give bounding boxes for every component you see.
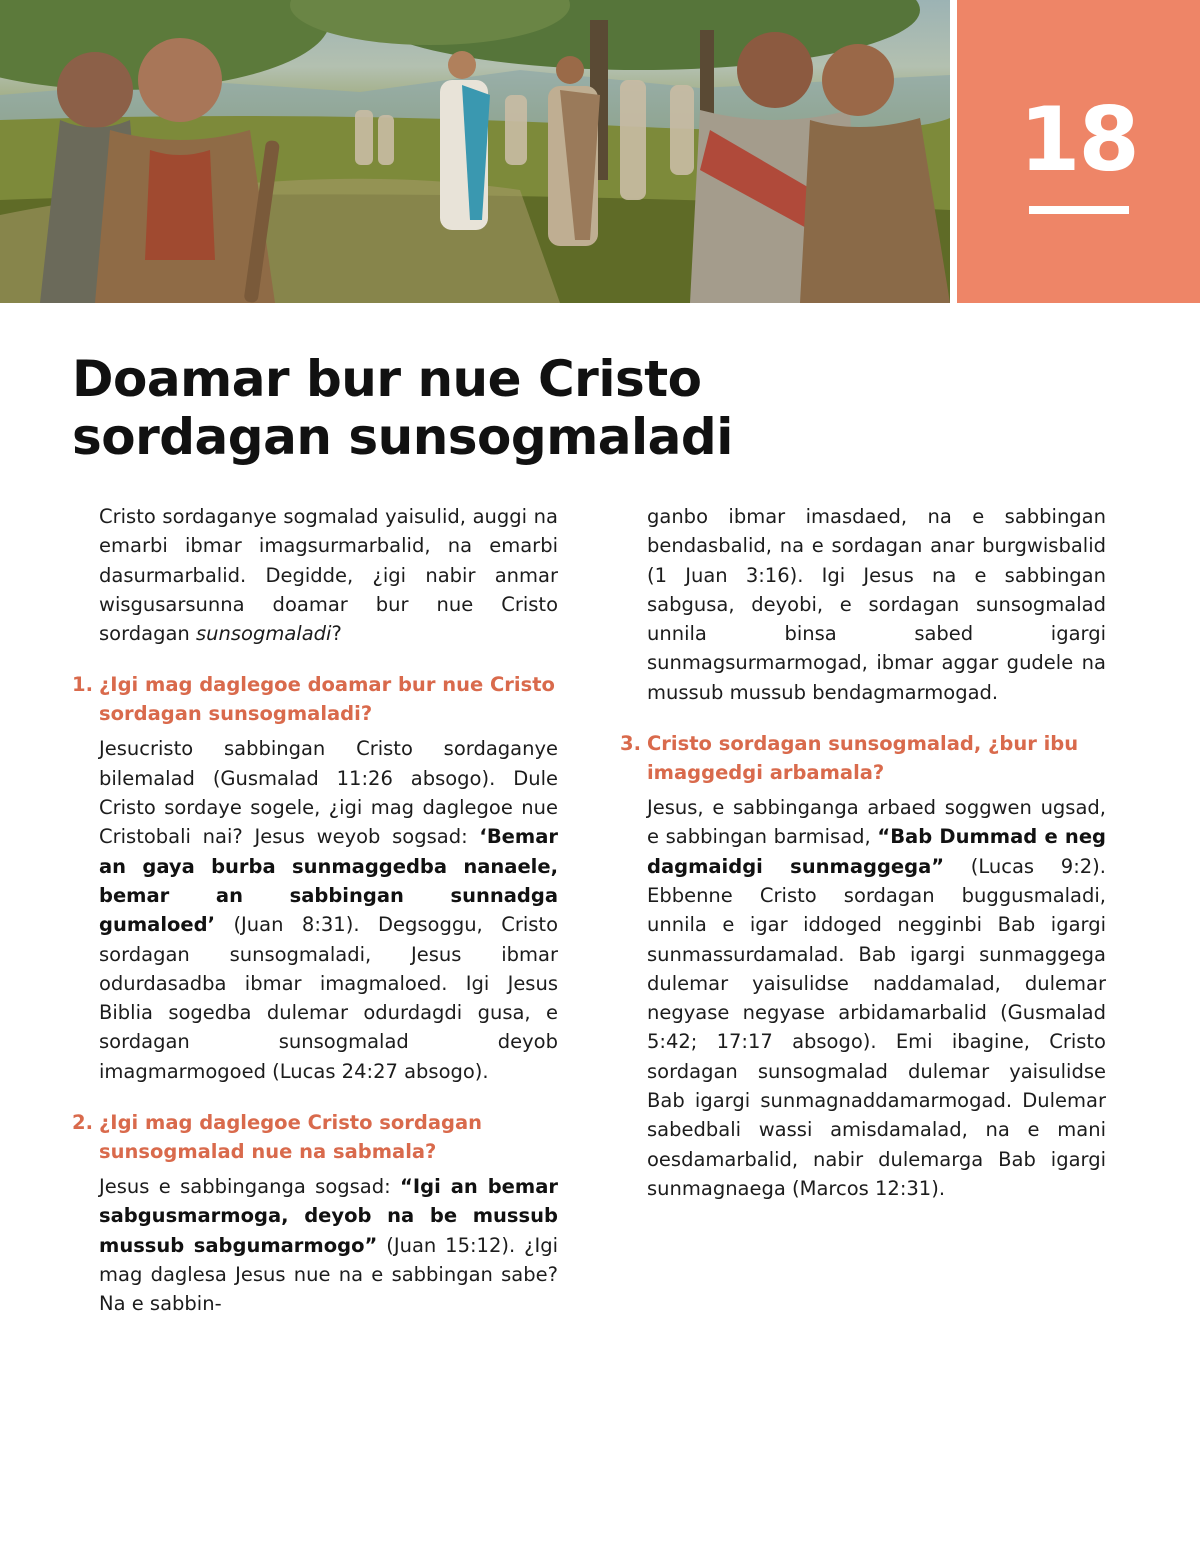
section-2-number: 2. (72, 1111, 93, 1135)
lesson-number: 18 (1019, 88, 1138, 191)
intro-italic: sunsogmaladi (195, 622, 332, 646)
section-1-number: 1. (72, 673, 93, 697)
section-3-paragraph (620, 793, 1106, 1203)
section-1-text-b: (Juan 8:31). Degsoggu, Cristo sordagan sunsogmaladi, Jesus ibmar odurdasadba ibmar imagmaloed. Igi Jesus Biblia sogedba dulemar odurdagdi gusa, e sordagan sunsogmalad deyob imagmarmogoed (Lucas 24:27 absogo). (99, 913, 558, 1083)
section-2-paragraph (72, 1172, 558, 1318)
section-2-paragraph-continued: ganbo ibmar imasdaed, na e sabbingan bendasbalid, na e sordagan anar burgwisbalid (1 Juan 3:16). Igi Jesus na e sabbingan sabgusa, deyobi, e sordagan sunsogmalad unnila binsa sabed igargi sunmagsurmarmogad, ibmar aggar gudele na mussub mussub bendagmarmogad. (647, 505, 1106, 704)
page-title (72, 350, 792, 466)
section-2-quote: “Igi an bemar sabgusmarmoga, deyob na be mussub mussub sabgumarmogo” (99, 1175, 558, 1257)
section-2-heading-text: ¿Igi mag daglegoe Cristo sordagan sunsogmalad nue na sabmala? (99, 1111, 483, 1164)
lesson-number-underline (1029, 206, 1129, 214)
section-1-text-a: Jesucristo sabbingan Cristo sordaganye bilemalad (Gusmalad 11:26 absogo). Dule Cristo sordaye sogele, ¿igi mag daglegoe nue Cristobali nai? Jesus weyob sogsad: (99, 737, 558, 849)
title-line-2: sordagan sunsogmaladi (72, 408, 733, 466)
section-2-heading (72, 1108, 558, 1166)
section-3-heading (620, 729, 1106, 787)
intro-paragraph (72, 502, 558, 648)
title-line-1: Doamar bur nue Cristo (72, 350, 702, 408)
section-1-quote: ‘Bemar an gaya burba sunmaggedba nanaele, bemar an sabbingan sunnadga gumaloed’ (99, 825, 558, 937)
section-2-text-b: (Juan 15:12). ¿Igi mag daglesa Jesus nue na e sabbingan sabe? Na e sabbin- (99, 1233, 558, 1316)
lesson-number-box (957, 0, 1200, 303)
section-3-text-a: Jesus, e sabbinganga arbaed soggwen ugsad, e sabbingan barmisad, (647, 796, 1106, 849)
hero-image (0, 0, 950, 303)
intro-text: Cristo sordaganye sogmalad yaisulid, auggi na emarbi ibmar imagsurmarbalid, na emarbi dasurmarbalid. Degidde, ¿igi nabir anmar wisgusarsunna doamar bur nue Cristo sordagan (99, 505, 558, 646)
section-1-paragraph (72, 734, 558, 1086)
hero-illustration (0, 0, 950, 303)
section-3-quote: “Bab Dummad e neg dagmaidgi sunmaggega” (647, 825, 1106, 878)
section-1-heading-text: ¿Igi mag daglegoe doamar bur nue Cristo sordagan sunsogmaladi? (99, 673, 555, 726)
left-column (72, 502, 558, 1319)
section-3-text-b: (Lucas 9:2). Ebbenne Cristo sordagan buggusmaladi, unnila e igar iddoged negginbi Bab igargi sunmassurdamalad. Bab igargi sunmaggega dulemar yaisulidse naddamalad, dulemar negyase negyase arbidamarbalid (Gusmalad 5:42; 17:17 absogo). Emi ibagine, Cristo sordagan sunsogmalad dulemar yaisulidse Bab igargi sunmagnaddamarmogad. Dulemar sabedbali wassi amisdamalad, na e mani oesdamarbalid, nabir dulemarga Bab igargi sunmagnaega (Marcos 12:31). (647, 854, 1106, 1200)
section-1-heading (72, 670, 558, 728)
section-3-heading-text: Cristo sordagan sunsogmalad, ¿bur ibu imaggedgi arbamala? (647, 732, 1079, 785)
intro-text-end: ? (331, 622, 342, 646)
right-column (620, 502, 1106, 1203)
section-3-number: 3. (620, 732, 641, 756)
section-2-text-a: Jesus e sabbinganga sogsad: (99, 1175, 401, 1199)
